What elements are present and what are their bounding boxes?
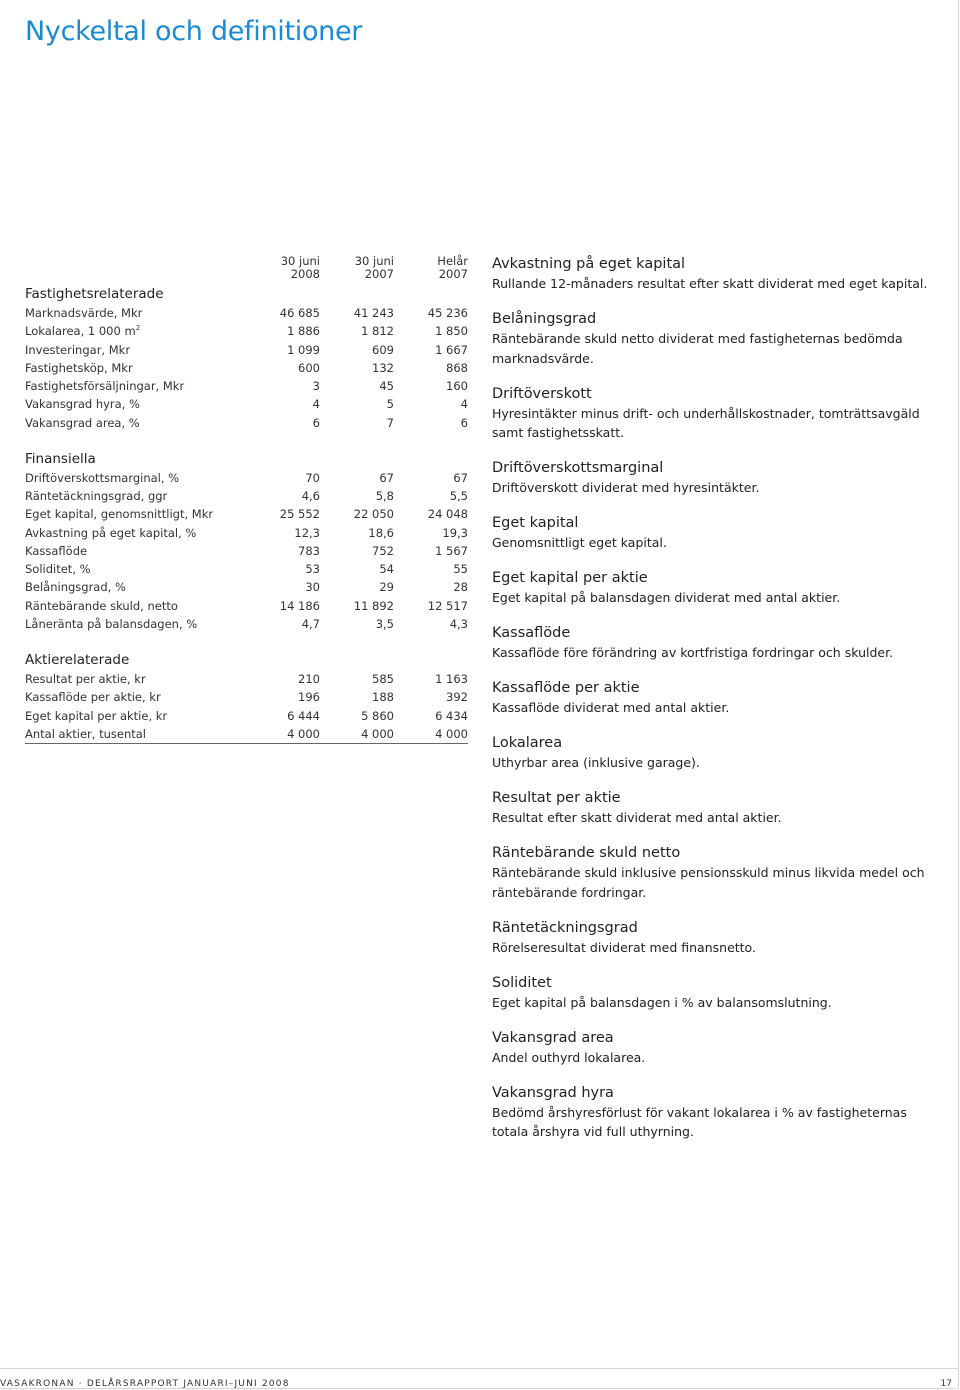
definition-item [492,918,932,958]
definition-item [492,843,932,902]
table-row [25,487,468,505]
cell-value: 1 163 [435,672,468,686]
row-label-text: Lokalarea, 1 000 m [25,324,136,339]
table-row [25,505,468,523]
footer-divider [0,1368,959,1369]
cell-value: 67 [379,470,394,485]
cell-value: 29 [379,580,394,595]
definition-text: Kassaflöde före förändring av kortfristiga fordringar och skulder. [492,645,894,660]
definition-item [492,309,932,368]
cell-value: 1 850 [435,324,468,339]
definition-term: Avkastning på eget kapital [492,256,686,272]
cell-value: 12 517 [427,598,468,613]
definition-term: Eget kapital per aktie [492,570,648,586]
cell-value: 12,3 [294,525,320,540]
row-label-text: Fastighetsköp, Mkr [25,360,133,375]
cell-value: 752 [372,543,394,558]
definition-text: Räntebärande skuld inklusive pensionsskuld minus likvida medel och räntebärande fordringar. [492,865,925,900]
cell-value: 28 [453,580,468,595]
row-label-text: Resultat per aktie, kr [25,672,146,686]
cell-value: 6 [312,415,320,430]
table-row [25,725,468,744]
cell-value: 30 [305,580,320,595]
cell-value: 188 [372,690,394,705]
cell-value: 45 236 [427,306,468,320]
section-gap [25,432,468,449]
definition-text: Rörelseresultat dividerat med finansnetto. [492,939,756,955]
row-label [25,395,140,413]
definition-term: Driftöverskottsmarginal [492,460,664,476]
row-label [25,542,87,560]
footer-publication: VASAKRONAN · DELÅRSRAPPORT JANUARI–JUNI 2008 [0,1379,290,1389]
table-row [25,615,468,633]
definition-item [492,1028,932,1068]
row-label [25,322,140,340]
column-header-30-juni-2007: 30 juni 2007 [354,254,394,281]
cell-value: 70 [305,470,320,485]
cell-value: 6 [460,415,468,430]
cell-value: 14 186 [279,598,320,613]
row-label-text: Antal aktier, tusental [25,726,146,741]
section-title: Aktierelaterade [25,652,130,668]
definition-text: Andel outhyrd lokalarea. [492,1049,646,1065]
definition-item [492,384,932,443]
definition-text: Rullande 12-månaders resultat efter skatt dividerat med eget kapital. [492,276,928,291]
definition-text: Bedömd årshyresförlust för vakant lokalarea i % av fastigheternas totala årshyra vid full uthyrning. [492,1104,907,1139]
row-label-text: Räntebärande skuld, netto [25,598,178,613]
definition-item [492,973,932,1013]
cell-value: 4 000 [435,726,468,741]
row-label [25,359,133,377]
cell-value: 11 892 [353,598,394,613]
definition-item [492,254,932,294]
cell-value: 55 [453,562,468,576]
row-label-text: Vakansgrad area, % [25,415,140,430]
row-label [25,725,146,743]
cell-value: 4 [312,397,320,412]
key-figures-table [25,255,468,744]
row-label-text: Eget kapital per aktie, kr [25,708,168,723]
cell-value: 132 [372,360,394,375]
cell-value: 7 [386,415,394,430]
table-row [25,395,468,413]
cell-value: 5,5 [449,489,468,503]
definition-text: Räntebärande skuld netto dividerat med fastigheternas bedömda marknadsvärde. [492,331,903,366]
cell-value: 600 [298,360,320,375]
column-header-helar-2007: Helår 2007 [437,254,468,281]
table-row [25,304,468,322]
row-label [25,414,140,432]
table-row [25,560,468,578]
cell-value: 19,3 [442,525,468,540]
definition-item [492,678,932,718]
table-row [25,670,468,688]
definition-item [492,513,932,553]
row-label-text: Eget kapital, genomsnittligt, Mkr [25,507,214,522]
cell-value: 6 444 [287,708,320,723]
cell-value: 1 886 [287,324,320,339]
table-row [25,578,468,596]
cell-value: 24 048 [427,507,468,522]
cell-value: 4 000 [287,726,320,741]
definition-item [492,623,932,663]
cell-value: 868 [446,360,468,375]
definition-text: Uthyrbar area (inklusive garage). [492,755,700,770]
cell-value: 46 685 [279,306,320,320]
cell-value: 210 [298,672,320,686]
cell-value: 25 552 [279,507,320,522]
row-label [25,487,167,505]
page-number: 17 [940,1379,952,1389]
cell-value: 585 [372,672,394,686]
table-row [25,688,468,706]
definition-text: Hyresintäkter minus drift- och underhållskostnader, tomträttsavgäld samt fastighetsskatt. [492,405,920,440]
cell-value: 67 [453,470,468,485]
definition-item [492,733,932,773]
table-header [25,255,468,284]
cell-value: 45 [379,379,394,393]
cell-value: 41 243 [353,306,394,320]
table-row [25,341,468,359]
table-row [25,359,468,377]
row-label [25,670,146,688]
row-label-text: Låneränta på balansdagen, % [25,616,198,631]
column-header-30-juni-2008: 30 juni 2008 [280,254,320,281]
cell-value: 53 [305,562,320,576]
cell-value: 1 812 [361,324,394,339]
definition-text: Resultat efter skatt dividerat med antal aktier. [492,810,782,825]
row-label-text: Driftöverskottsmarginal, % [25,470,180,485]
cell-value: 1 567 [435,543,468,558]
row-label [25,377,184,395]
row-label-superscript: 2 [135,324,141,333]
table-body [25,284,468,744]
cell-value: 4 000 [361,726,394,741]
row-label-text: Vakansgrad hyra, % [25,397,140,412]
row-label-text: Belåningsgrad, % [25,580,126,595]
definition-term: Eget kapital [492,515,579,531]
cell-value: 5 860 [361,708,394,723]
section-title: Fastighetsrelaterade [25,286,164,302]
cell-value: 22 050 [353,507,394,522]
row-label [25,615,197,633]
row-label-text: Avkastning på eget kapital, % [25,525,197,540]
definition-term: Kassaflöde per aktie [492,680,640,696]
row-label-text: Marknadsvärde, Mkr [25,306,143,320]
row-label [25,341,130,359]
table-row [25,542,468,560]
table-row [25,469,468,487]
cell-value: 783 [298,543,320,558]
cell-value: 4,3 [449,616,468,631]
definition-term: Räntebärande skuld netto [492,845,681,861]
definition-text: Kassaflöde dividerat med antal aktier. [492,700,730,715]
definition-term: Soliditet [492,974,552,991]
cell-value: 1 667 [435,342,468,357]
cell-value: 18,6 [368,525,394,540]
definition-text: Eget kapital på balansdagen dividerat med antal aktier. [492,590,841,605]
row-label-text: Kassaflöde [25,543,88,558]
definition-text: Genomsnittligt eget kapital. [492,535,667,550]
definition-term: Driftöverskott [492,385,592,402]
definition-term: Resultat per aktie [492,790,621,806]
cell-value: 5 [386,397,394,412]
cell-value: 3,5 [375,616,394,631]
definitions-list [492,254,932,1157]
row-label [25,578,126,596]
definition-item [492,1083,932,1142]
row-label [25,560,91,578]
table-row [25,597,468,615]
table-row [25,524,468,542]
definition-term: Belåningsgrad [492,311,597,327]
row-label [25,597,178,615]
table-row [25,377,468,395]
cell-value: 4,7 [301,616,320,631]
definition-term: Kassaflöde [492,625,571,641]
cell-value: 5,8 [375,489,394,503]
row-label [25,469,179,487]
row-label-text: Kassaflöde per aktie, kr [25,690,161,705]
definition-term: Vakansgrad hyra [492,1084,614,1101]
row-label [25,688,161,706]
cell-value: 4 [460,397,468,412]
definition-item [492,788,932,828]
row-label-text: Soliditet, % [25,562,91,576]
row-label [25,707,167,725]
row-label-text: Räntetäckningsgrad, ggr [25,489,168,503]
definition-item [492,568,932,608]
cell-value: 196 [298,690,320,705]
cell-value: 54 [379,562,394,576]
table-row [25,707,468,725]
row-label-text: Investeringar, Mkr [25,342,131,357]
cell-value: 392 [446,690,468,705]
row-label [25,505,213,523]
definition-term: Räntetäckningsgrad [492,919,638,936]
definition-text: Eget kapital på balansdagen i % av balansomslutning. [492,994,832,1010]
cell-value: 609 [372,342,394,357]
cell-value: 1 099 [287,342,320,357]
cell-value: 160 [446,379,468,393]
row-label [25,524,196,542]
definition-item [492,458,932,498]
cell-value: 6 434 [435,708,468,723]
row-label-text: Fastighetsförsäljningar, Mkr [25,379,185,393]
cell-value: 3 [312,379,320,393]
row-label [25,304,142,322]
page-title: Nyckeltal och definitioner [25,16,363,47]
definition-term: Lokalarea [492,735,563,751]
section-title: Finansiella [25,450,96,467]
section-gap [25,633,468,650]
table-row [25,414,468,432]
cell-value: 4,6 [301,489,320,503]
table-row [25,322,468,340]
definition-text: Driftöverskott dividerat med hyresintäkter. [492,480,760,495]
definition-term: Vakansgrad area [492,1029,614,1046]
